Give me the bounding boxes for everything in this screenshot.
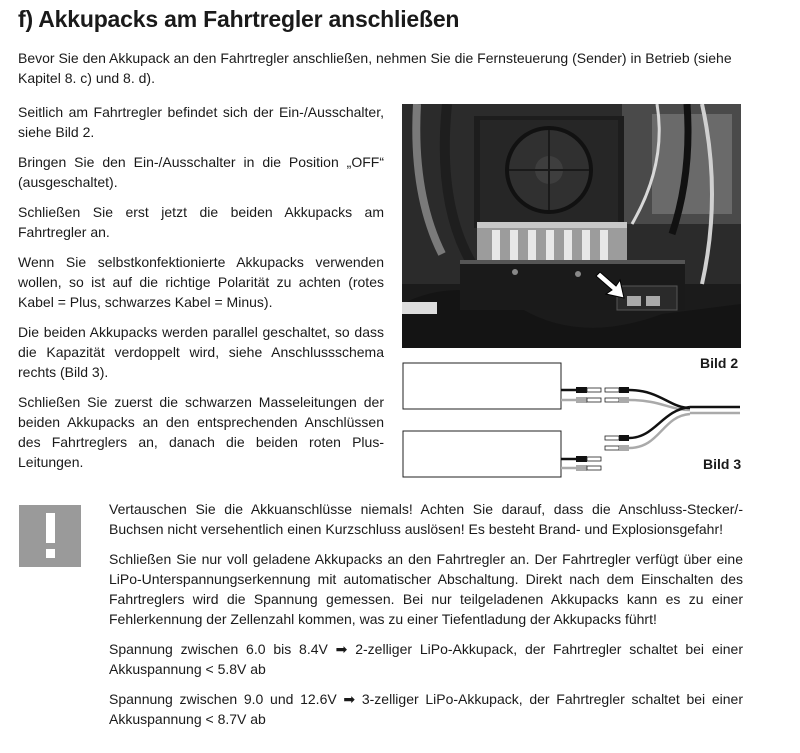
parallel-junction (629, 390, 740, 448)
paragraph-switch-off: Bringen Sie den Ein-/Ausschalter in die Position „OFF“ (ausgeschaltet). (18, 154, 384, 190)
battery-pack-1 (403, 363, 561, 409)
figure-label-bild3: Bild 3 (703, 456, 742, 472)
figure-label-bild2: Bild 2 (700, 355, 739, 371)
esc-photo (402, 104, 741, 348)
warning-block (109, 499, 743, 739)
wiring-schematic (400, 358, 745, 483)
pack1-wires (561, 387, 601, 403)
warning-undervoltage: Schließen Sie nur voll geladene Akkupacks an den Fahrtregler an. Der Fahrtregler verfügt über eine LiPo-Unterspannungserkennung mit automatischer Abschaltung. Direkt nach dem Einschalten des Fahrtreglers wird die Spannung gemessen. Bei nur teilgeladenen Akkupacks kann es zu einer Fehlerkennung der Zellenzahl kommen, was zu einer Tiefentladung der Akkupacks führt! (109, 551, 743, 627)
pack2-wires (561, 456, 601, 471)
battery-pack-2 (403, 431, 561, 477)
voltage-3s-info: Spannung zwischen 9.0 und 12.6V ➡ 3-zelliger LiPo-Akkupack, der Fahrtregler schaltet bei einer Akkuspannung < 8.7V ab (109, 691, 743, 727)
intro-paragraph: Bevor Sie den Akkupack an den Fahrtregler anschließen, nehmen Sie die Fernsteuerung (Sender) in Betrieb (siehe Kapitel 8. c) und 8. d). (18, 50, 732, 86)
instructions-column (18, 102, 384, 482)
exclamation-icon (19, 505, 81, 567)
paragraph-polarity: Wenn Sie selbstkonfektionierte Akkupacks verwenden wollen, so ist auf die richtige Polarität zu achten (rotes Kabel = Plus, schwarzes Kabel = Minus). (18, 254, 384, 310)
warning-short-circuit: Vertauschen Sie die Akkuanschlüsse niemals! Achten Sie darauf, dass die Anschluss-Stecker/-Buchsen nicht versehentlich einen Kurzschluss auslösen! Es besteht Brand- und Explosionsgefahr! (109, 501, 743, 537)
paragraph-parallel: Die beiden Akkupacks werden parallel geschaltet, so dass die Kapazität verdoppelt wird, siehe Anschlussschema rechts (Bild 3). (18, 324, 384, 380)
paragraph-switch-location: Seitlich am Fahrtregler befindet sich der Ein-/Ausschalter, siehe Bild 2. (18, 104, 384, 140)
page-title: f) Akkupacks am Fahrtregler anschließen (18, 6, 460, 32)
esc-photo-illustration (402, 104, 741, 348)
esc-plugs (605, 387, 629, 451)
paragraph-connection-order: Schließen Sie zuerst die schwarzen Masseleitungen der beiden Akkupacks an den entsprechenden Anschlüssen des Fahrtreglers an, danach die beiden roten Plus-Leitungen. (18, 394, 384, 470)
paragraph-connect-packs: Schließen Sie erst jetzt die beiden Akkupacks am Fahrtregler an. (18, 204, 384, 240)
voltage-2s-info: Spannung zwischen 6.0 bis 8.4V ➡ 2-zelliger LiPo-Akkupack, der Fahrtregler schaltet bei einer Akkuspannung < 5.8V ab (109, 641, 743, 677)
